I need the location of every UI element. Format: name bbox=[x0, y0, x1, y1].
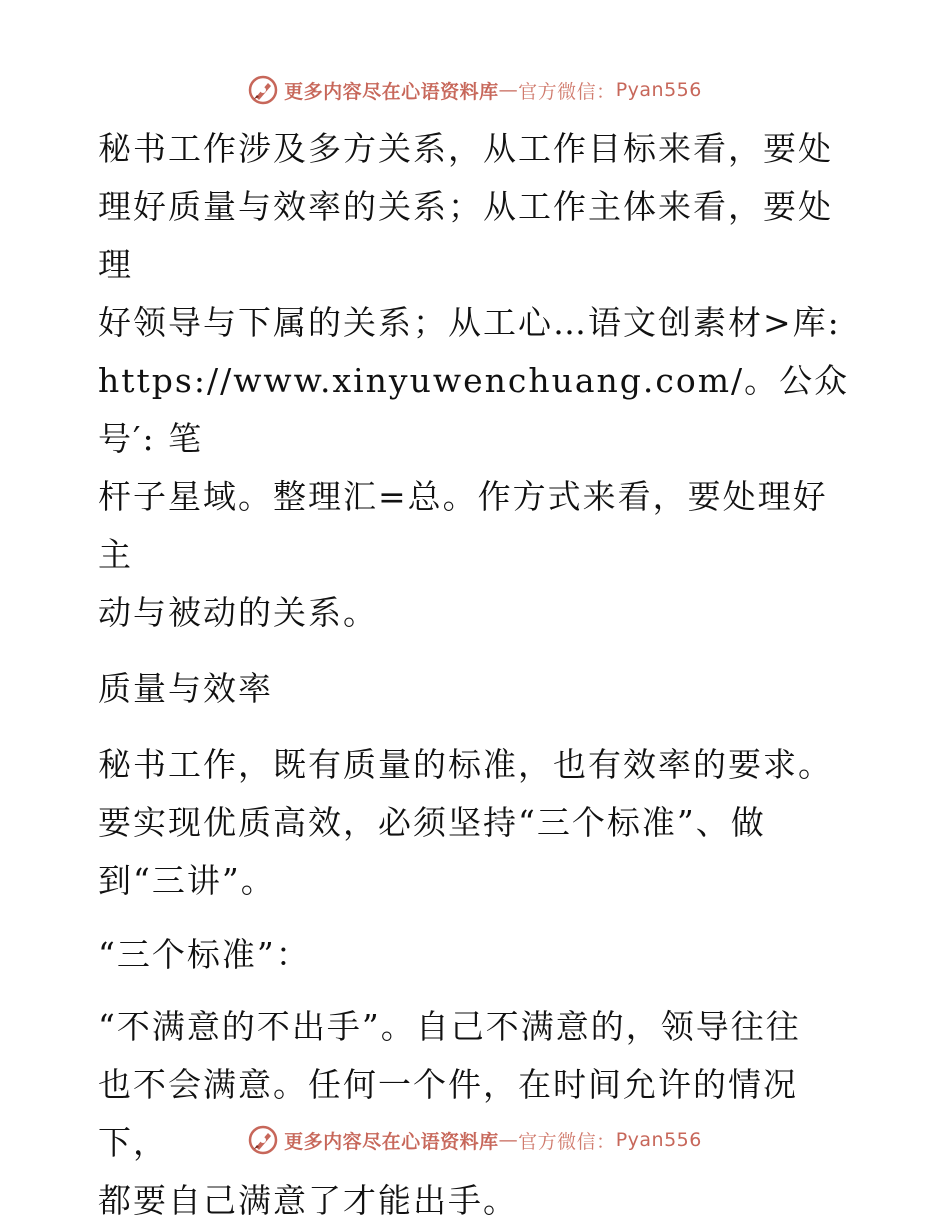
pen-logo-icon bbox=[248, 1125, 278, 1155]
header-banner bbox=[0, 70, 950, 110]
footer-banner-wechat-label: 官方微信： bbox=[518, 1130, 616, 1153]
footer-banner-wechat-id: Pyan556 bbox=[615, 1129, 702, 1151]
section-heading-three-standards: “三个标准”： bbox=[98, 935, 311, 974]
paragraph-standard-one: “不满意的不出手”。自己不满意的，领导往往 也不会满意。任何一个件，在时间允许的情况下， 都要自己满意了才能出手。 bbox=[98, 1007, 801, 1220]
header-banner-wechat-id: Pyan556 bbox=[615, 79, 702, 101]
section-heading-quality-efficiency: 质量与效率 bbox=[98, 669, 273, 708]
header-banner-separator: — bbox=[498, 79, 519, 101]
header-banner-main: 更多内容尽在心语资料库 bbox=[284, 80, 499, 103]
pen-logo-icon bbox=[248, 75, 278, 105]
header-banner-wechat-label: 官方微信： bbox=[518, 80, 616, 103]
paragraph-intro: 秘书工作涉及多方关系，从工作目标来看，要处 理好质量与效率的关系；从工作主体来看，要处理 好领导与下属的关系；从工心…语文创素材>库: https://www.xinyuwenchuang.com/。公众号′: 笔 杆子星域。整理汇=总。作方式来看，要处理好主 动与被动的关系。 bbox=[98, 129, 850, 632]
footer-banner bbox=[0, 1120, 950, 1160]
footer-banner-separator: — bbox=[498, 1129, 519, 1151]
footer-banner-main: 更多内容尽在心语资料库 bbox=[284, 1130, 499, 1153]
paragraph-quality-efficiency: 秘书工作，既有质量的标准，也有效率的要求。 要实现优质高效，必须坚持“三个标准”、做 到“三讲”。 bbox=[98, 745, 833, 900]
document-body bbox=[98, 120, 858, 1230]
